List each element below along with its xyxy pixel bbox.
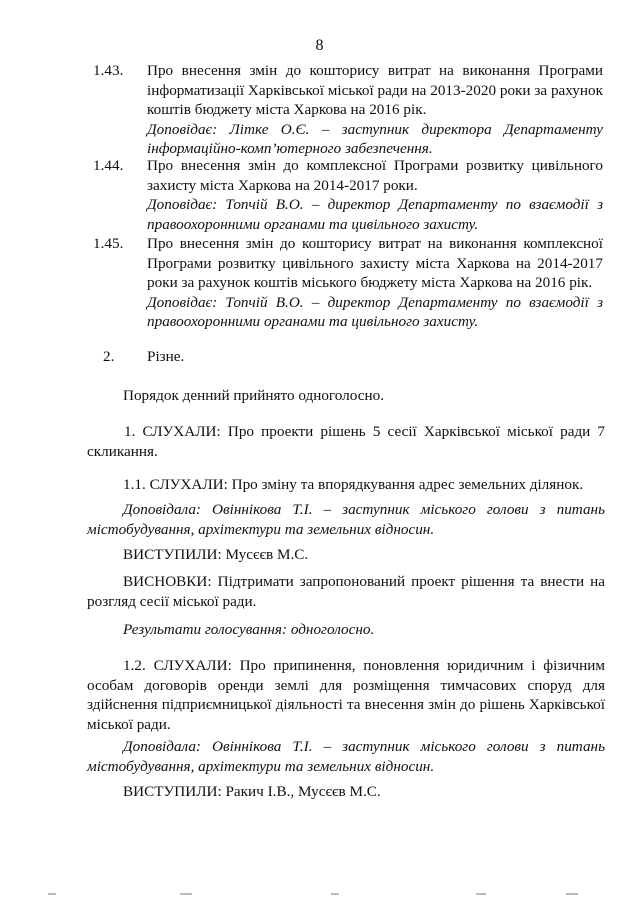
heard-1-2 xyxy=(87,656,605,734)
agenda-item-number: 2. xyxy=(103,348,115,365)
agenda-item-speaker: Доповідає: Топчій В.О. – директор Департаменту по взаємодії з правоохоронними органами та цивільного захисту. xyxy=(147,196,603,233)
conclusions-1-1 xyxy=(87,572,605,611)
agenda-item-text: Про внесення змін до кошторису витрат на виконання Програми інформатизації Харківської міської ради на 2013-2020 роки за рахунок коштів бюджету міста Харкова на 2016 рік. xyxy=(147,62,603,118)
agenda-item-1-44 xyxy=(93,156,603,234)
heard-label: 1.2. СЛУХАЛИ: xyxy=(123,657,232,674)
conclusions-text: Підтримати запропонований проект рішення та внести на розгляд сесії міської ради. xyxy=(87,573,605,610)
speaker-1-2: Доповідала: Овіннікова Т.І. – заступник міського голови з питань містобудування, архітектури та земельних відносин. xyxy=(87,738,605,775)
spoke-1-1 xyxy=(87,545,605,565)
agenda-item-number: 1.44. xyxy=(93,157,124,174)
heard-label: 1.1. СЛУХАЛИ: xyxy=(123,476,228,493)
agenda-item-number: 1.45. xyxy=(93,235,124,252)
heard-1-1 xyxy=(87,475,605,495)
spoke-text: Мусєєв М.С. xyxy=(225,546,309,563)
heard-text: Про проекти рішень 5 сесії Харківської міської ради 7 скликання. xyxy=(87,423,606,460)
spoke-1-2 xyxy=(87,782,605,802)
agenda-item-text: Про внесення змін до комплексної Програми розвитку цивільного захисту міста Харкова на 2014-2017 роки. xyxy=(147,157,603,194)
agenda-item-1-43 xyxy=(93,61,603,159)
heard-1 xyxy=(87,422,605,461)
spoke-label: ВИСТУПИЛИ: xyxy=(123,783,222,800)
scan-artifact xyxy=(48,893,56,895)
scan-artifact xyxy=(180,893,192,895)
agenda-item-speaker: Доповідає: Топчій В.О. – директор Департаменту по взаємодії з правоохоронними органами та цивільного захисту. xyxy=(147,293,603,330)
agenda-item-number: 1.43. xyxy=(93,62,124,79)
spoke-text: Ракич І.В., Мусєєв М.С. xyxy=(225,783,381,800)
page-number: 8 xyxy=(315,37,324,54)
agenda-item-speaker: Доповідає: Літке О.Є. – заступник директора Департаменту інформаційно-комп’ютерного забезпечення. xyxy=(147,120,603,157)
agenda-item-1-45 xyxy=(93,234,603,332)
heard-text: Про зміну та впорядкування адрес земельних ділянок. xyxy=(231,476,584,493)
heard-text: Про припинення, поновлення юридичним і фізичним особам договорів оренди землі для розміщення тимчасових споруд для здійснення підприємницької діяльності та внесення змін до рішень Харківської міської ради. xyxy=(87,657,606,733)
speaker-1-1: Доповідала: Овіннікова Т.І. – заступник міського голови з питань містобудування, архітектури та земельних відносин. xyxy=(87,501,605,538)
vote-result-1-1: Результати голосування: одноголосно. xyxy=(123,621,375,638)
scan-artifact xyxy=(331,893,339,895)
scan-artifact xyxy=(476,893,486,895)
agenda-item-text: Різне. xyxy=(147,348,185,365)
heard-label: 1. СЛУХАЛИ: xyxy=(124,423,221,440)
agenda-item-text: Про внесення змін до кошторису витрат на виконання комплексної Програми розвитку цивільного захисту міста Харкова на 2014-2017 роки за рахунок коштів міського бюджету міста Харкова на 2016 рік. xyxy=(147,235,603,291)
conclusions-label: ВИСНОВКИ: xyxy=(123,573,212,590)
spoke-label: ВИСТУПИЛИ: xyxy=(123,546,222,563)
agenda-adopted: Порядок денний прийнято одноголосно. xyxy=(123,387,384,404)
scan-artifact xyxy=(566,893,578,895)
agenda-item-2 xyxy=(93,347,603,367)
